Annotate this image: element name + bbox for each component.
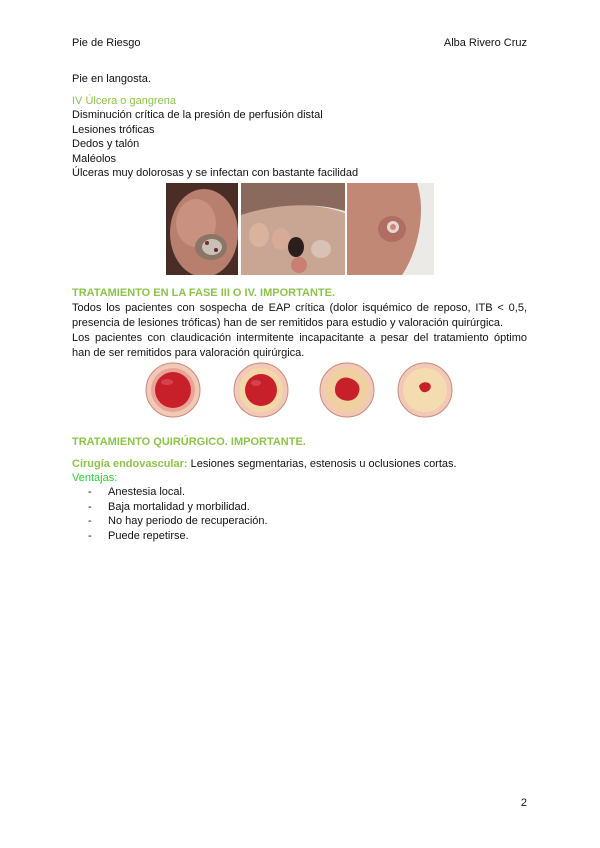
treatment34-title: TRATAMIENTO EN LA FASE III O IV. IMPORTANTE.: [72, 287, 335, 299]
treatment34-p1-line1: Todos los pacientes con sospecha de EAP crítica (dolor isquémico de reposo, ITB < 0,5,: [72, 302, 527, 314]
list-bullet: -: [88, 486, 92, 498]
advantages-label: Ventajas:: [72, 472, 118, 484]
stage4-line: Lesiones tróficas: [72, 123, 155, 136]
treatment34-p1-line2: presencia de lesiones tróficas) han de ser remitidos para estudio y valoración quirúrgica.: [72, 317, 504, 329]
artery-cross-section-3: [319, 362, 375, 418]
heel-ulcer-photo: [166, 183, 238, 275]
list-item: Puede repetirse.: [108, 530, 189, 542]
list-item: Anestesia local.: [108, 486, 186, 498]
page-number: 2: [520, 797, 527, 809]
endovascular-line: [72, 457, 457, 472]
endovascular-text: Lesiones segmentarias, estenosis u oclusiones cortas.: [187, 458, 457, 470]
stage4-title: IV Úlcera o gangrena: [72, 95, 176, 107]
artery-cross-section-2: [233, 362, 289, 418]
endovascular-label: Cirugía endovascular:: [72, 458, 188, 470]
header-author: Alba Rivero Cruz: [443, 37, 527, 49]
stage4-line: Dedos y talón: [72, 138, 140, 150]
stage4-line: Úlceras muy dolorosas y se infectan con bastante facilidad: [72, 167, 359, 179]
toe-gangrene-photo: [241, 183, 345, 275]
list-bullet: -: [88, 515, 92, 527]
ulcer-photos: [166, 183, 434, 275]
artery-stenosis-illustrations: [145, 362, 455, 418]
stage4-line: Disminución crítica de la presión de perfusión distal: [72, 109, 323, 121]
artery-cross-section-1: [145, 362, 201, 418]
header-title: Pie de Riesgo: [72, 37, 141, 49]
stage4-line: Maléolos: [72, 152, 117, 165]
surgical-title: TRATAMIENTO QUIRÚRGICO. IMPORTANTE.: [72, 436, 306, 448]
artery-cross-section-4: [397, 362, 453, 418]
list-item: Baja mortalidad y morbilidad.: [108, 501, 250, 513]
treatment34-p2-line2: han de ser remitidos para valoración quirúrgica.: [72, 347, 305, 359]
list-bullet: -: [88, 530, 92, 542]
malleolus-ulcer-photo: [347, 183, 434, 275]
intro-text: Pie en langosta.: [72, 73, 151, 85]
list-bullet: -: [88, 501, 92, 513]
treatment34-p2-line1: Los pacientes con claudicación intermitente incapacitante a pesar del tratamiento óptimo: [72, 332, 527, 344]
list-item: No hay periodo de recuperación.: [108, 515, 268, 527]
